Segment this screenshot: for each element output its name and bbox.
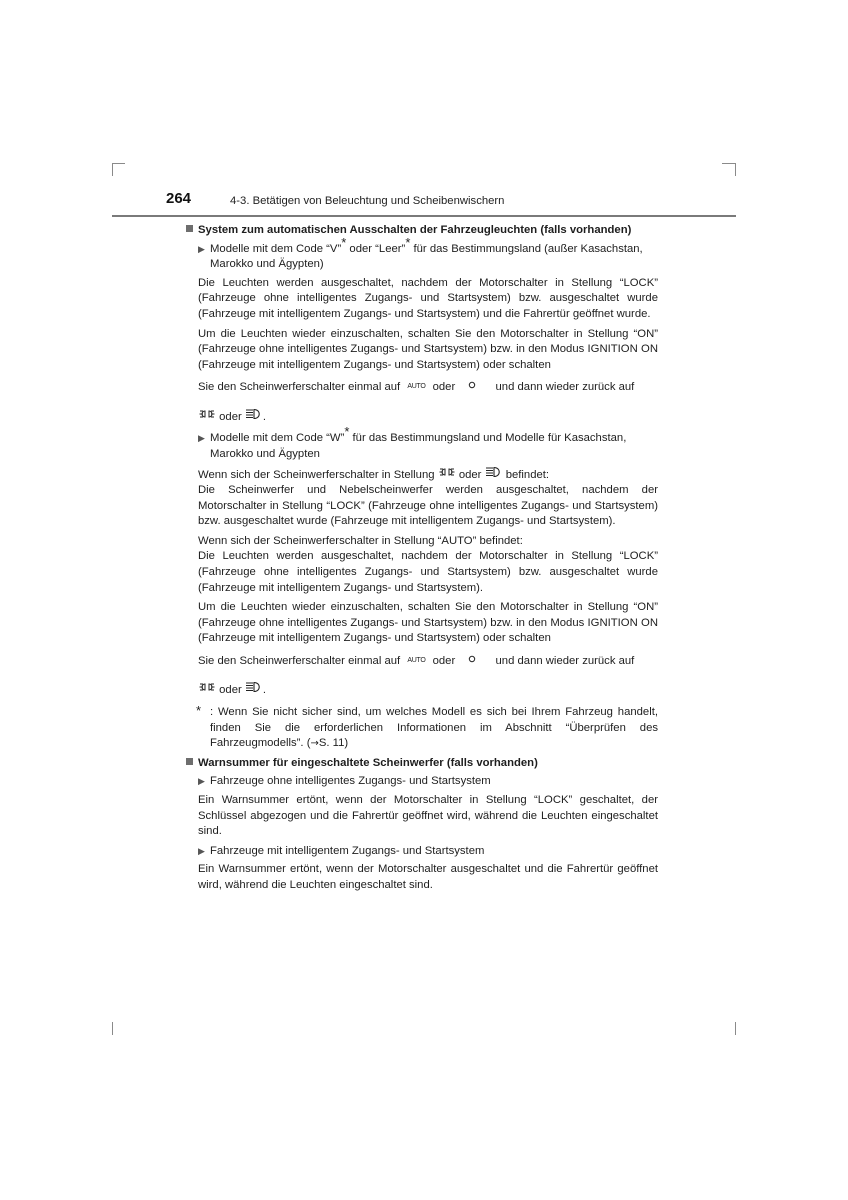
bullet-item: ▶ Fahrzeuge mit intelligentem Zugangs- und Startsystem — [198, 844, 658, 860]
paragraph: Wenn sich der Scheinwerferschalter in Stellung “AUTO” befindet: — [198, 534, 523, 547]
footnote: * : Wenn Sie nicht sicher sind, um welches Modell es sich bei Ihrem Fahrzeug handelt, finden Sie die erforderlichen Informationen im Abschnitt “Überprüfen des Fahrzeugmodells”. (→S. 11) — [196, 703, 658, 750]
triangle-bullet-icon: ▶ — [198, 845, 205, 856]
headlight-icon — [485, 466, 503, 484]
triangle-bullet-icon: ▶ — [198, 433, 205, 444]
bullet-item: ▶ Modelle mit dem Code “V”* oder “Leer”* für das Bestimmungsland (außer Kasachstan, Marokko und Ägypten) — [198, 234, 643, 271]
auto-icon: AUTO — [407, 657, 426, 665]
paragraph: Um die Leuchten wieder einzuschalten, schalten Sie den Motorschalter in Stellung “ON” (Fahrzeuge ohne intelligentes Zugangs- und Startsystem) bzw. in den Modus IGNITION ON (Fahrzeuge mit intelligentem Zugangs- und Startsystem) oder schalten — [198, 327, 658, 371]
paragraph: Die Leuchten werden ausgeschaltet, nachdem der Motorschalter in Stellung “LOCK” (Fahrzeuge ohne intelligentes Zugangs- und Startsystem) bzw. ausgeschaltet wurde (Fahrzeuge mit intelligentem Zugangs- und Startsystem). — [198, 550, 658, 594]
paragraph: Die Leuchten werden ausgeschaltet, nachdem der Motorschalter in Stellung “LOCK” (Fahrzeuge ohne intelligentes Zugangs- und Startsystem) bzw. ausgeschaltet wurde (Fahrzeuge mit intelligentem Zugangs- und Startsystem) und die Fahrertür geöffnet wurde. — [198, 276, 658, 320]
section-heading: System zum automatischen Ausschalten der Fahrzeugleuchten (falls vorhanden) — [186, 223, 658, 239]
bullet-item: ▶ Fahrzeuge ohne intelligentes Zugangs- und Startsystem — [198, 774, 658, 790]
paragraph: Um die Leuchten wieder einzuschalten, schalten Sie den Motorschalter in Stellung “ON” (Fahrzeuge ohne intelligentes Zugangs- und Startsystem) bzw. in den Modus IGNITION ON (Fahrzeuge mit intelligentem Zugangs- und Startsystem) oder schalten — [198, 601, 658, 645]
auto-icon: AUTO — [407, 383, 426, 391]
crop-mark — [722, 163, 735, 164]
crop-mark — [112, 163, 113, 176]
triangle-bullet-icon: ▶ — [198, 243, 205, 254]
chapter-title: 4-3. Betätigen von Beleuchtung und Scheibenwischern — [230, 195, 505, 207]
headlight-icon — [245, 408, 263, 426]
page-content — [186, 223, 658, 898]
page-number: 264 — [166, 190, 192, 207]
off-icon — [468, 653, 476, 669]
paragraph: Ein Warnsummer ertönt, wenn der Motorschalter ausgeschaltet und die Fahrertür geöffnet wird, während die Leuchten eingeschaltet sind. — [198, 863, 658, 891]
paragraph: oder . — [198, 681, 658, 699]
paragraph: Ein Warnsummer ertönt, wenn der Motorschalter in Stellung “LOCK” geschaltet, der Schlüssel abgezogen und die Fahrertür geöffnet wird, während die Leuchten eingeschaltet sind. — [198, 793, 658, 838]
crop-mark — [112, 1022, 113, 1035]
crop-mark — [735, 163, 736, 176]
header-rule — [112, 215, 736, 217]
square-bullet-icon — [186, 225, 193, 232]
crop-mark — [112, 163, 125, 164]
parking-lights-icon — [438, 467, 456, 483]
crop-mark — [735, 1022, 736, 1035]
paragraph: Wenn sich der Scheinwerferschalter in Stellung oder befindet: — [198, 466, 658, 484]
parking-lights-icon — [198, 409, 216, 425]
paragraph: Sie den Scheinwerferschalter einmal auf AUTO oder und dann wieder zurück auf — [198, 654, 635, 667]
paragraph: Sie den Scheinwerferschalter einmal auf AUTO oder und dann wieder zurück auf — [198, 381, 635, 394]
section-heading: Warnsummer für eingeschaltete Scheinwerfer (falls vorhanden) — [186, 756, 658, 772]
off-icon — [468, 379, 476, 395]
paragraph: oder . — [198, 408, 658, 426]
bullet-item: ▶ Modelle mit dem Code “W”* für das Bestimmungsland und Modelle für Kasachstan, Marokko und Ägypten — [198, 424, 627, 460]
headlight-icon — [245, 681, 263, 699]
paragraph: Die Scheinwerfer und Nebelscheinwerfer werden ausgeschaltet, nachdem der Motorschalter in Stellung “LOCK” (Fahrzeuge ohne intelligentes Zugangs- und Startsystem) bzw. ausgeschaltet wurde (Fahrzeuge mit intelligentem Zugangs- und Startsystem). — [198, 484, 658, 528]
square-bullet-icon — [186, 758, 193, 765]
parking-lights-icon — [198, 682, 216, 698]
triangle-bullet-icon: ▶ — [198, 776, 205, 787]
